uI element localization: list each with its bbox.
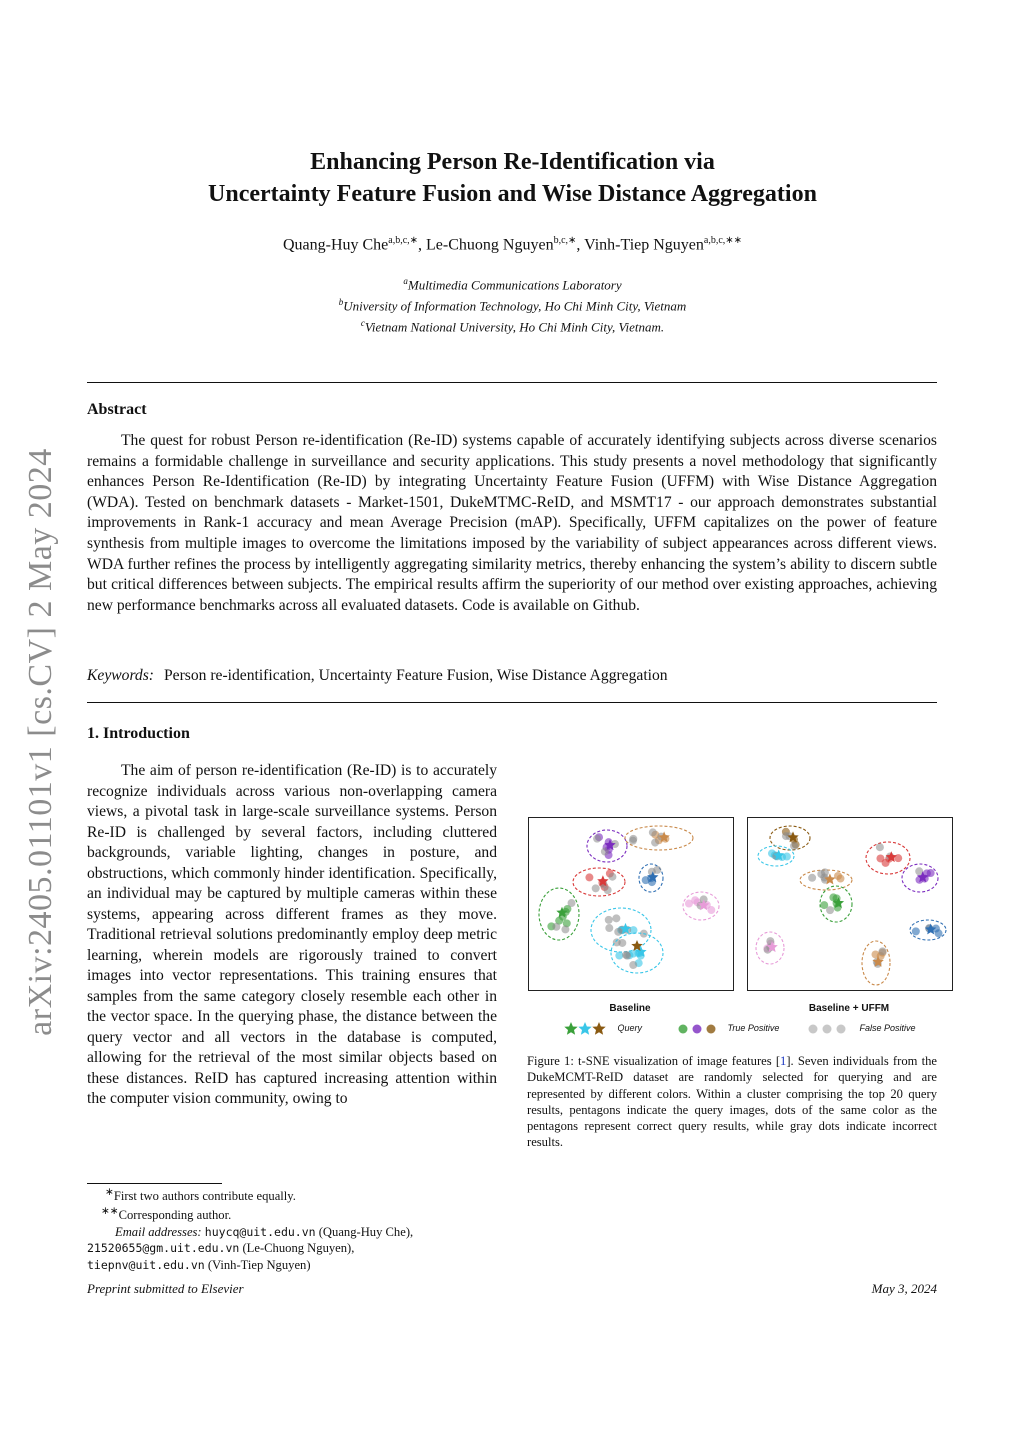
false-positive-dot	[826, 906, 834, 914]
false-positive-dot	[623, 952, 631, 960]
false-positive-dot	[593, 835, 601, 843]
affiliation-mark: a	[403, 276, 408, 286]
legend-true-positive	[675, 1021, 779, 1037]
keywords-label: Keywords:	[87, 667, 154, 684]
false-positive-dot	[653, 866, 661, 874]
intro-heading: 1. Introduction	[87, 725, 190, 742]
tsne-baseline-points	[539, 826, 719, 973]
figure-label-baseline: Baseline	[609, 1003, 651, 1014]
legend-false-dots	[805, 1021, 851, 1037]
email-link-3[interactable]: tiepnv@uit.edu.vn	[87, 1257, 205, 1272]
top-divider	[87, 382, 937, 383]
affiliation-text: Vietnam National University, Ho Chi Minh City, Vietnam.	[364, 318, 665, 334]
legend-false-dot	[837, 1025, 846, 1034]
tsne-uffm-points	[756, 826, 946, 985]
legend-false-dot	[809, 1025, 818, 1034]
legend-false-dot	[823, 1025, 832, 1034]
tsne-baseline-plot	[529, 818, 733, 990]
footer-left: Preprint submitted to Elsevier	[87, 1281, 244, 1296]
legend-query	[563, 1021, 642, 1037]
affiliation-mark: b	[338, 296, 344, 307]
false-positive-dot	[605, 924, 613, 932]
legend-true-dot	[679, 1025, 688, 1034]
legend-true-label: True Positive	[727, 1023, 780, 1034]
false-positive-dot	[821, 868, 829, 876]
footnote-equal: ∗First two authors contribute equally.	[105, 1187, 296, 1204]
footnotes	[87, 1185, 507, 1273]
affiliations	[90, 273, 935, 335]
false-positive-dot	[808, 874, 816, 882]
false-positive-dot	[568, 899, 576, 907]
email-link-2[interactable]: 21520655@gm.uit.edu.vn	[87, 1241, 240, 1256]
arxiv-stamp: arXiv:2405.01101v1 [cs.CV] 2 May 2024	[22, 448, 59, 1036]
false-positive-dot	[604, 886, 612, 894]
false-positive-dot	[629, 961, 637, 969]
false-positive-dot	[614, 928, 622, 936]
true-positive-dot	[912, 927, 920, 935]
figure-baseline-panel	[528, 817, 734, 991]
false-positive-dot	[592, 884, 600, 892]
affiliation-text: University of Information Technology, Ho Chi Minh City, Vietnam	[343, 298, 687, 314]
paper-title	[90, 146, 935, 210]
footnote-email-2: 21520655@gm.uit.edu.vn (Le-Chuong Nguyen),	[87, 1241, 355, 1256]
legend-true-dot	[707, 1025, 716, 1034]
figure-caption	[527, 1053, 937, 1151]
caption-suffix: ]. Seven individuals from the DukeMCMT-ReID dataset are randomly selected for querying and are represented by different colors. Within a cluster comprising the top 20 query results, pentagons indicate the query images, dots of the same color as the pentagons represent correct query results, while gray dots indicate incorrect results.	[527, 1054, 937, 1150]
author-sup: a,b,c,∗∗	[703, 235, 743, 246]
affiliation	[90, 273, 935, 294]
false-positive-dot	[608, 873, 616, 881]
footnote-email-3: tiepnv@uit.edu.vn (Vinh-Tiep Nguyen)	[87, 1257, 311, 1272]
false-positive-dot	[561, 925, 569, 933]
false-positive-dot	[649, 828, 657, 836]
footnote-emails: Email addresses: huycq@uit.edu.vn (Quang-Huy Che),	[115, 1224, 414, 1239]
abstract-divider	[87, 702, 937, 703]
author-sup: a,b,c,∗	[388, 235, 419, 246]
legend-true-dot	[693, 1025, 702, 1034]
affiliation	[90, 315, 935, 336]
legend-true-dots	[675, 1021, 721, 1037]
cluster-outline	[539, 888, 579, 940]
false-positive-dot	[790, 842, 798, 850]
title-line-1: Enhancing Person Re-Identification via	[310, 149, 715, 175]
false-positive-dot	[552, 923, 560, 931]
title-line-2: Uncertainty Feature Fusion and Wise Distance Aggregation	[208, 181, 817, 207]
author-name: Le-Chuong Nguyen	[426, 236, 554, 254]
intro-body: The aim of person re-identification (Re-ID) is to accurately recognize individuals across various non-overlapping camera views, a pivotal task in large-scale surveillance systems. Person Re-ID is challenged by several factors, including cluttered backgrounds, variable lighting, changes in posture, and obstructions, which commonly hinder identification. Specifically, an individual may be captured by multiple cameras within these systems, appearing across different frames as they move. Traditional retrieval solutions predominantly employ deep metric learning, wherein models are rigorously trained to convert images into vector representations. This training ensures that samples from the same category closely resemble each other in the vector space. In the querying phase, the distance between the query vector and all vectors in the database is computed, allowing for the retrieval of the most similar objects based on these distances. ReID has captured increasing attention within the computer vision community, owing to	[87, 762, 497, 1107]
figure-label-uffm: Baseline + UFFM	[808, 1003, 890, 1014]
author-list: Quang-Huy Che$^{a,b,c,∗}$, Le-Chuong Nguyen$^{b,c,∗}$, Vinh-Tiep Nguyen$^{a,b,c,∗∗}$	[282, 235, 743, 254]
false-positive-dot	[879, 947, 887, 955]
legend-query-label: Query	[617, 1023, 643, 1034]
true-positive-dot	[837, 875, 845, 883]
legend-query-stars	[563, 1021, 609, 1037]
tsne-uffm-plot	[748, 818, 952, 990]
query-star-marker	[564, 1022, 577, 1035]
email-label: Email addresses:	[115, 1224, 202, 1239]
citation-link[interactable]: 1	[780, 1054, 787, 1068]
author-sup: b,c,∗	[553, 235, 577, 246]
affiliation-text: Multimedia Communications Laboratory	[407, 277, 622, 293]
footnote-corresponding: ∗∗Corresponding author.	[101, 1206, 232, 1223]
true-positive-dot	[685, 900, 693, 908]
legend-false-positive	[805, 1021, 916, 1037]
query-star-marker	[592, 1022, 605, 1035]
footer-right: May 3, 2024	[871, 1281, 937, 1296]
false-positive-dot	[876, 843, 884, 851]
abstract-heading: Abstract	[87, 401, 147, 418]
legend-false-label: False Positive	[859, 1023, 916, 1034]
email-link-1[interactable]: huycq@uit.edu.vn	[204, 1224, 316, 1239]
true-positive-dot	[615, 952, 623, 960]
false-positive-dot	[618, 939, 626, 947]
false-positive-dot	[605, 916, 613, 924]
footnote-divider	[87, 1183, 222, 1184]
author-name: Vinh-Tiep Nguyen	[584, 236, 704, 254]
affiliation	[90, 294, 935, 315]
affiliation-mark: c	[360, 317, 365, 328]
true-positive-dot	[585, 873, 593, 881]
keywords	[87, 667, 937, 685]
false-positive-dot	[612, 914, 620, 922]
false-positive-dot	[651, 839, 659, 847]
abstract-body: The quest for robust Person re-identification (Re-ID) systems capable of accurately identifying subjects across diverse scenarios remains a formidable challenge in surveillance and security applications. This study presents a novel methodology that significantly enhances Person Re-Identification (Re-ID) by integrating Uncertainty Feature Fusion (UFFM) with Wise Distance Aggregation (WDA). Tested on benchmark datasets - Market-1501, DukeMTMC-ReID, and MSMT17 - our approach demonstrates substantial improvements in Rank-1 accuracy and mean Average Precision (mAP). Specifically, UFFM capitalizes on the power of feature synthesis from multiple images to overcome the limitations imposed by the variability of subject appearances across different views. WDA further refines the process by intelligently aggregating similarity metrics, thereby enhancing the system’s ability to discern subtle but critical differences between subjects. The empirical results affirm the superiority of our method over existing approaches, achieving new performance benchmarks across all evaluated datasets. Code is available on Github.	[87, 432, 937, 614]
caption-prefix: Figure 1: t-SNE visualization of image features [	[527, 1054, 781, 1068]
figure-uffm-panel	[747, 817, 953, 991]
query-star-marker	[578, 1022, 591, 1035]
author-name: Quang-Huy Che	[282, 236, 389, 254]
keywords-text: Person re-identification, Uncertainty Feature Fusion, Wise Distance Aggregation	[164, 667, 668, 684]
false-positive-dot	[629, 837, 637, 845]
